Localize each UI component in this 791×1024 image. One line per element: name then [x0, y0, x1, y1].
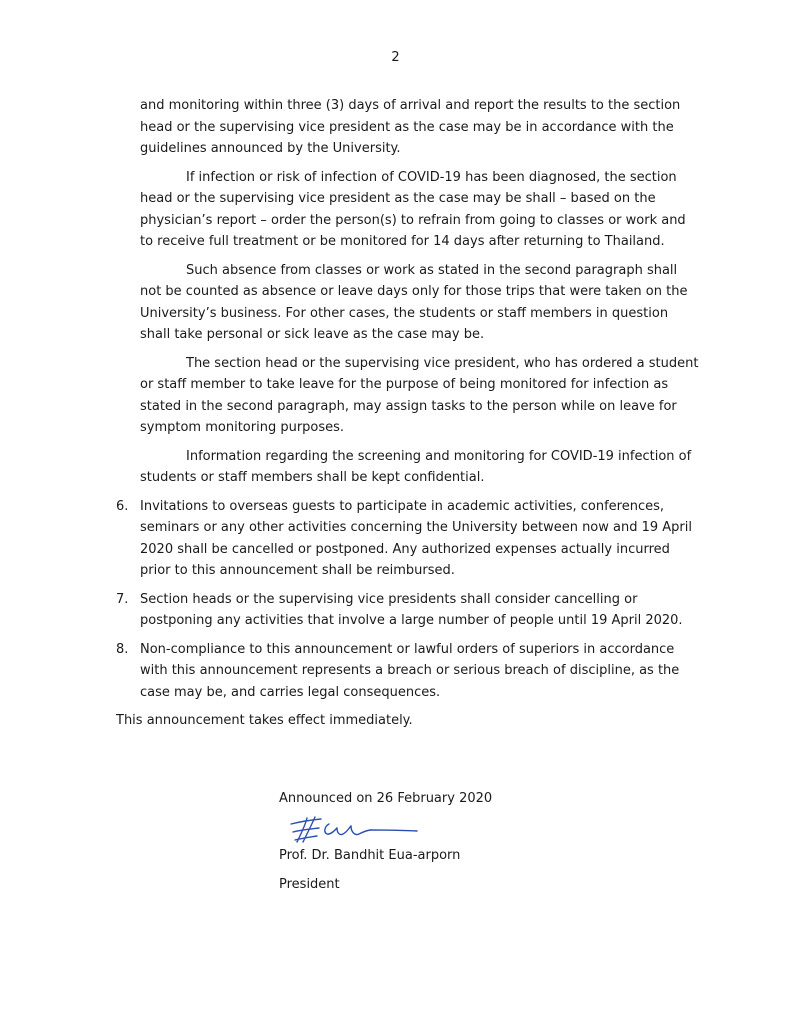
list-item-7 [0, 589, 700, 632]
item-number: 8. [116, 641, 129, 657]
item-text: Section heads or the supervising vice presidents shall consider cancelling or postponing any activities that involve a large number of people until 19 April 2020. [140, 591, 683, 628]
announcement-date-block [279, 788, 492, 809]
document-body [0, 95, 791, 732]
item-text: Invitations to overseas guests to participate in academic activities, conferences, seminars or any other activities concerning the University between now and 19 April 2020 shall be cancelled or postponed. Any authorized expenses actually incurred prior to this announcement shall be reimbursed. [140, 498, 693, 578]
handwritten-signature [285, 812, 420, 846]
list-item-6 [0, 496, 700, 582]
item-text: Non-compliance to this announcement or lawful orders of superiors in accordance with this announcement represents a breach or serious breach of discipline, as the case may be, and carries legal consequences. [140, 641, 680, 700]
list-item-8 [0, 639, 700, 704]
page-number: 2 [391, 50, 400, 65]
absence-paragraph: Such absence from classes or work as stated in the second paragraph shall not be counted as absence or leave days only for those trips that were taken on the University’s business. For other cases, the students or staff members in question shall take personal or sick leave as the case may be. [140, 262, 688, 342]
leave-tasks-paragraph: The section head or the supervising vice president, who has ordered a student or staff member to take leave for the purpose of being monitored for infection as stated in the second paragraph, may assign tasks to the person while on leave for symptom monitoring purposes. [140, 355, 699, 435]
infection-paragraph: If infection or risk of infection of COVID-19 has been diagnosed, the section head or the supervising vice president as the case may be shall – based on the physician’s report – order the person(s) to refrain from going to classes or work and to receive full treatment or be monitored for 14 days after returning to Thailand. [140, 169, 686, 249]
signer-title: President [279, 877, 340, 892]
confidentiality-paragraph: Information regarding the screening and monitoring for COVID-19 infection of students or staff members shall be kept confidential. [140, 448, 692, 485]
signer-name: Prof. Dr. Bandhit Eua-arporn [279, 848, 461, 863]
item-number: 6. [116, 498, 129, 514]
announced-date: Announced on 26 February 2020 [279, 791, 493, 806]
closing-statement: This announcement takes effect immediately. [116, 713, 413, 728]
item-number: 7. [116, 591, 129, 607]
continuation-paragraph: and monitoring within three (3) days of arrival and report the results to the section head or the supervising vice president as the case may be in accordance with the guidelines announced by the University. [140, 98, 681, 156]
